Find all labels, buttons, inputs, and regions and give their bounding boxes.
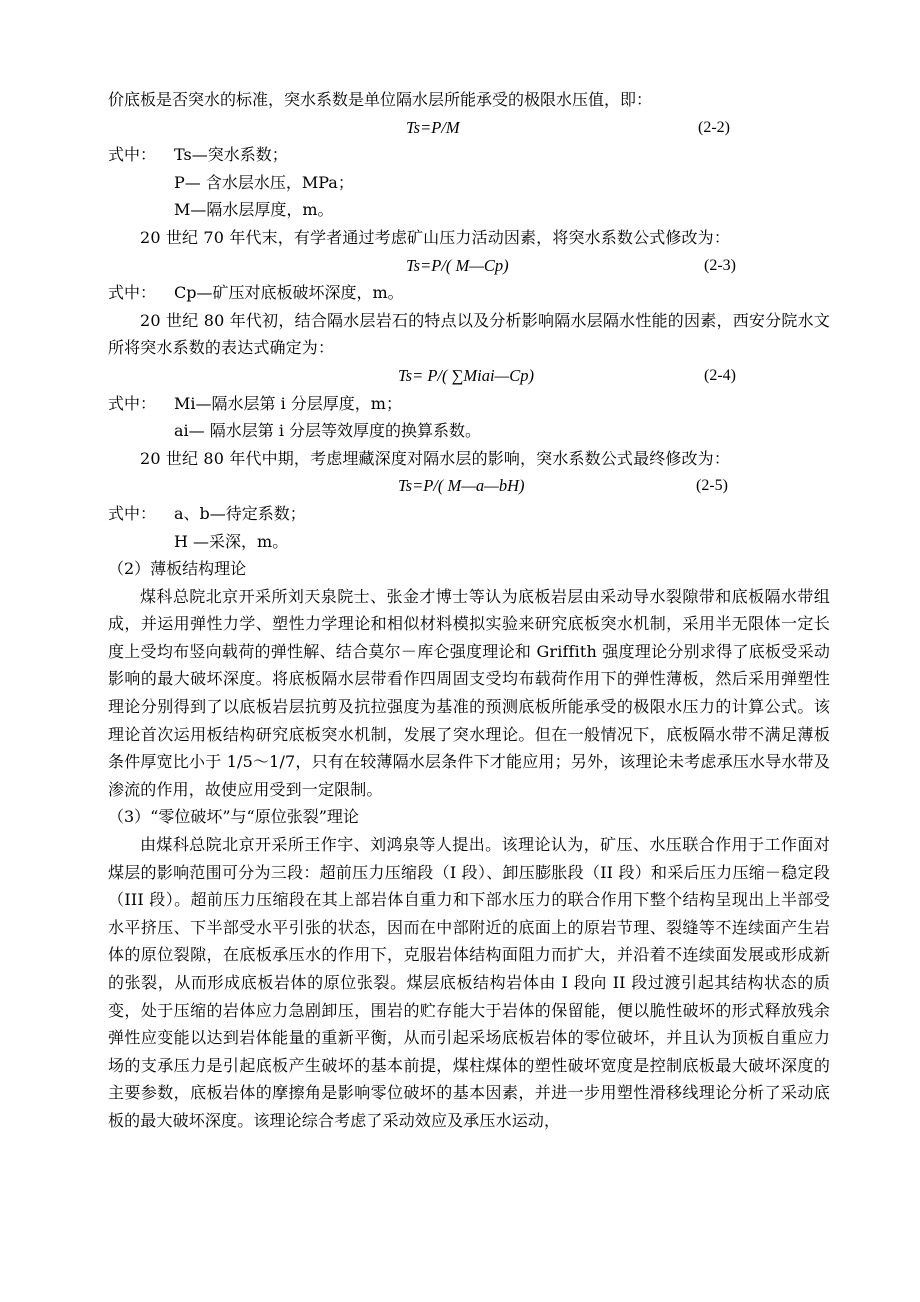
where-label: 式中：: [108, 393, 157, 413]
definition-text: H —采深，m。: [174, 531, 289, 551]
where-label: 式中：: [108, 145, 157, 165]
document-body: [108, 86, 830, 1135]
equation-2-5: [108, 472, 830, 500]
equation-number: (2-2): [698, 118, 730, 136]
equation-2-3: [108, 252, 830, 280]
where-label: 式中：: [108, 503, 157, 523]
section-heading: （3）“零位破坏”与“原位张裂”理论: [108, 807, 359, 827]
definition-text: Mi—隔水层第 i 分层厚度，m；: [174, 393, 402, 413]
paragraph: 20 世纪 80 年代中期，考虑埋藏深度对隔水层的影响，突水系数公式最终修改为：: [140, 448, 730, 468]
paragraph: 煤科总院北京开采所刘天泉院士、张金才博士等认为底板岩层由采动导水裂隙带和底板隔水带组成，并运用弹性力学、塑性力学理论和相似材料模拟实验来研究底板突水机制，采用半无限体一定长度上受均布竖向载荷的弹性解、结合莫尔－库仑强度理论和 Griffith 强度理论分别求得了底板受采动影响的最大破坏深度。将底板隔水层带看作四周固支受均布载荷作用下的弹性薄板，然后采用弹塑性理论分别得到了以底板岩层抗剪及抗拉强度为基准的预测底板所能承受的极限水压力的计算公式。该理论首次运用板结构研究底板突水机制，发展了突水理论。但在一般情况下，底板隔水带不满足薄板条件厚宽比小于 1/5～1/7，只有在较薄隔水层条件下才能应用；另外，该理论未考虑承压水导水带及渗流的作用，故使应用受到一定限制。: [108, 586, 830, 799]
definition-row: [108, 417, 830, 445]
paragraph: 由煤科总院北京开采所王作宇、刘鸿泉等人提出。该理论认为，矿压、水压联合作用于工作面对煤层的影响范围可分为三段：超前压力压缩段（I 段）、卸压膨胀段（II 段）和采后压力压缩－稳定段（III 段）。超前压力压缩段在其上部岩体自重力和下部水压力的联合作用下整个结构呈现出上半部受水平挤压、下半部受水平引张的状态，因而在中部附近的底面上的原岩节理、裂缝等不连续面产生岩体的原位裂隙，在底板承压水的作用下，克服岩体结构面阻力而扩大，并沿着不连续面发展或形成新的张裂，从而形成底板岩体的原位张裂。煤层底板结构岩体由 I 段向 II 段过渡引起其结构状态的质变，处于压缩的岩体应力急剧卸压，围岩的贮存能大于岩体的保留能，便以脆性破坏的形式释放残余弹性应变能以达到岩体能量的重新平衡，从而引起采场底板岩体的零位破坏，并且认为顶板自重应力场的支承压力是引起底板产生破坏的基本前提，煤柱煤体的塑性破坏宽度是控制底板最大破坏深度的主要参数，底板岩体的摩擦角是影响零位破坏的基本因素，并进一步用塑性滑移线理论分析了采动底板的最大破坏深度。该理论综合考虑了采动效应及承压水运动，: [108, 835, 830, 1130]
paragraph: 20 世纪 80 年代初，结合隔水层岩石的特点以及分析影响隔水层隔水性能的因素，西安分院水文所将突水系数的表达式确定为：: [108, 310, 830, 358]
definition-row: [108, 390, 830, 418]
definition-row: [108, 141, 830, 169]
definition-text: a、b—待定系数；: [174, 503, 306, 523]
equation-number: (2-3): [704, 256, 736, 274]
equation-number: (2-5): [696, 477, 728, 495]
where-label: 式中：: [108, 283, 157, 303]
equation-2-2: [108, 114, 830, 142]
definition-row: [108, 196, 830, 224]
definition-row: [108, 279, 830, 307]
definition-text: Cp—矿压对底板破坏深度，m。: [174, 283, 404, 303]
definition-row: [108, 169, 830, 197]
equation-number: (2-4): [704, 366, 736, 384]
equation-formula: Ts=P/( M—a—bH): [398, 476, 525, 496]
section-heading: （2）薄板结构理论: [108, 559, 247, 579]
equation-formula: Ts=P/M: [406, 117, 460, 137]
equation-2-4: [108, 362, 830, 390]
definition-text: P— 含水层水压，MPa；: [174, 172, 354, 192]
equation-formula: Ts=P/( M—Cp): [406, 255, 509, 275]
definition-text: ai— 隔水层第 i 分层等效厚度的换算系数。: [174, 421, 482, 441]
text-line: 价底板是否突水的标准，突水系数是单位隔水层所能承受的极限水压值，即：: [108, 90, 653, 109]
definition-row: [108, 528, 830, 556]
equation-formula: Ts= P/( ∑Miai—Cp): [398, 365, 534, 385]
definition-row: [108, 500, 830, 528]
paragraph: 20 世纪 70 年代末，有学者通过考虑矿山压力活动因素，将突水系数公式修改为：: [140, 227, 730, 247]
definition-text: Ts—突水系数；: [174, 145, 288, 165]
definition-text: M—隔水层厚度，m。: [174, 200, 334, 220]
